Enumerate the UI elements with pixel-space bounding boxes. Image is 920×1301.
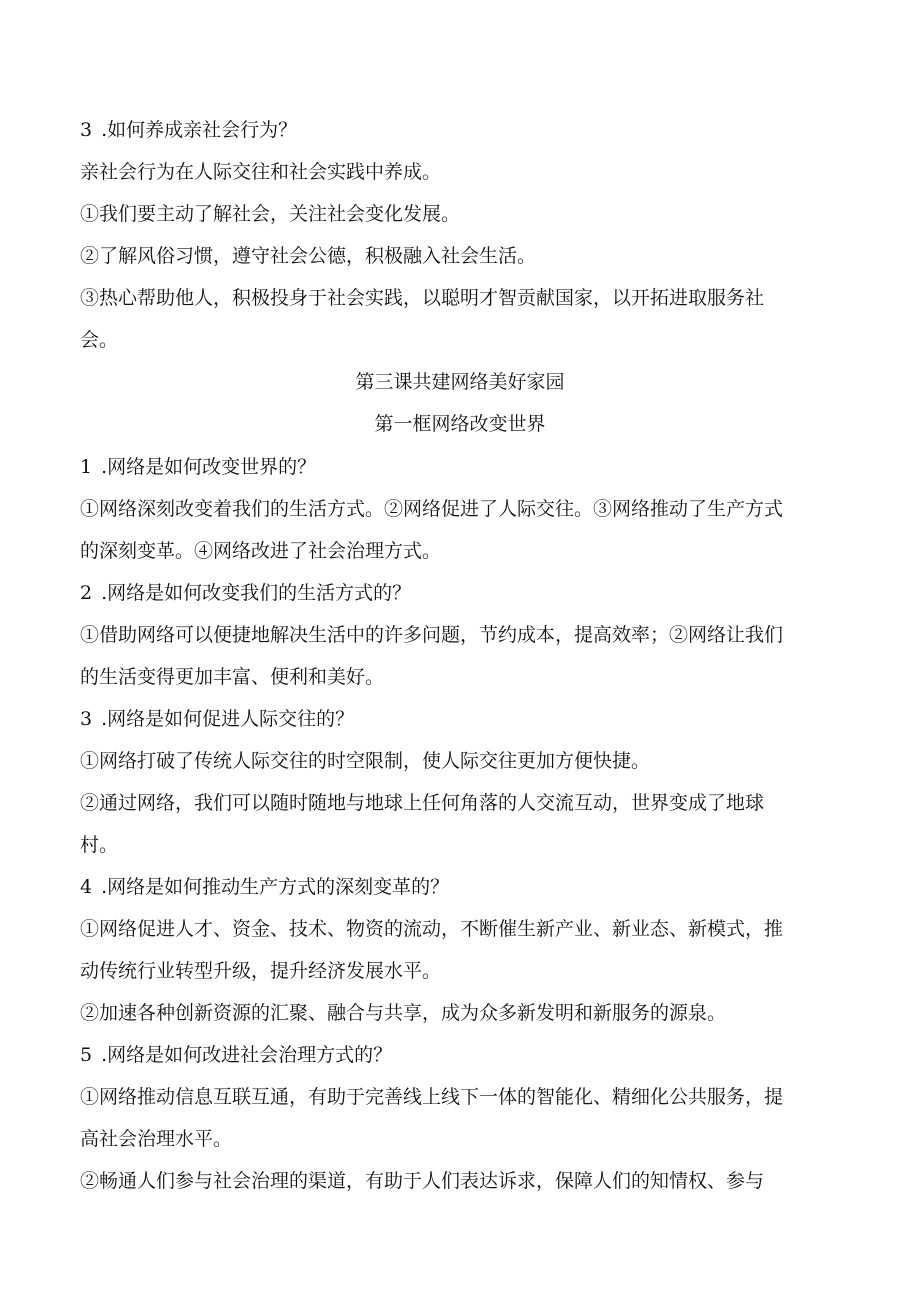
question-heading — [80, 455, 316, 479]
frame-title: 第一框网络改变世界 — [374, 413, 546, 435]
question-text: .网络是如何改变我们的生活方式的？ — [101, 582, 412, 604]
answer-line: 亲社会行为在人际交往和社会实践中养成。 — [80, 161, 442, 183]
question-text: .网络是如何改进社会治理方式的？ — [101, 1044, 393, 1066]
question-heading — [80, 875, 449, 899]
answer-line: 动传统行业转型升级，提升经济发展水平。 — [80, 960, 442, 982]
answer-line: ①网络深刻改变着我们的生活方式。②网络促进了人际交往。③网络推动了生产方式 — [80, 498, 784, 520]
answer-line: 会。 — [80, 329, 119, 351]
answer-line: ①网络促进人才、资金、技术、物资的流动，不断催生新产业、新业态、新模式，推 — [80, 918, 784, 940]
question-heading — [80, 707, 354, 731]
answer-line: 的深刻变革。④网络改进了社会治理方式。 — [80, 540, 442, 562]
question-number: 2 — [80, 582, 93, 604]
question-text: .网络是如何推动生产方式的深刻变革的？ — [101, 876, 450, 898]
question-number: 3 — [80, 708, 93, 730]
answer-line: ①网络打破了传统人际交往的时空限制，使人际交往更加方便快捷。 — [80, 750, 651, 772]
answer-line: ①借助网络可以便捷地解决生活中的许多问题，节约成本，提高效率；②网络让我们 — [80, 624, 784, 646]
question-heading — [80, 1043, 392, 1067]
answer-line: ②了解风俗习惯，遵守社会公德，积极融入社会生活。 — [80, 245, 537, 267]
answer-line: ①网络推动信息互联互通，有助于完善线上线下一体的智能化、精细化公共服务，提 — [80, 1086, 784, 1108]
question-heading — [80, 118, 297, 142]
answer-line: 的生活变得更加丰富、便利和美好。 — [80, 666, 385, 688]
question-number: 4 — [80, 876, 93, 898]
answer-line: ②通过网络，我们可以随时随地与地球上任何角落的人交流互动，世界变成了地球 — [80, 792, 765, 814]
question-number: 3 — [80, 119, 93, 141]
question-heading — [80, 581, 411, 605]
answer-line: ③热心帮助他人，积极投身于社会实践，以聪明才智贡献国家，以开拓进取服务社 — [80, 287, 765, 309]
question-text: .网络是如何促进人际交往的？ — [101, 708, 355, 730]
question-text: .如何养成亲社会行为？ — [101, 119, 298, 141]
question-number: 1 — [80, 456, 93, 478]
question-number: 5 — [80, 1044, 93, 1066]
answer-line: 高社会治理水平。 — [80, 1128, 233, 1150]
answer-line: ①我们要主动了解社会，关注社会变化发展。 — [80, 203, 461, 225]
answer-line: ②畅通人们参与社会治理的渠道，有助于人们表达诉求，保障人们的知情权、参与 — [80, 1170, 765, 1192]
question-text: .网络是如何改变世界的？ — [101, 456, 317, 478]
answer-line: ②加速各种创新资源的汇聚、融合与共享，成为众多新发明和新服务的源泉。 — [80, 1002, 727, 1024]
answer-line: 村。 — [80, 834, 119, 856]
lesson-title: 第三课共建网络美好家园 — [355, 371, 565, 393]
